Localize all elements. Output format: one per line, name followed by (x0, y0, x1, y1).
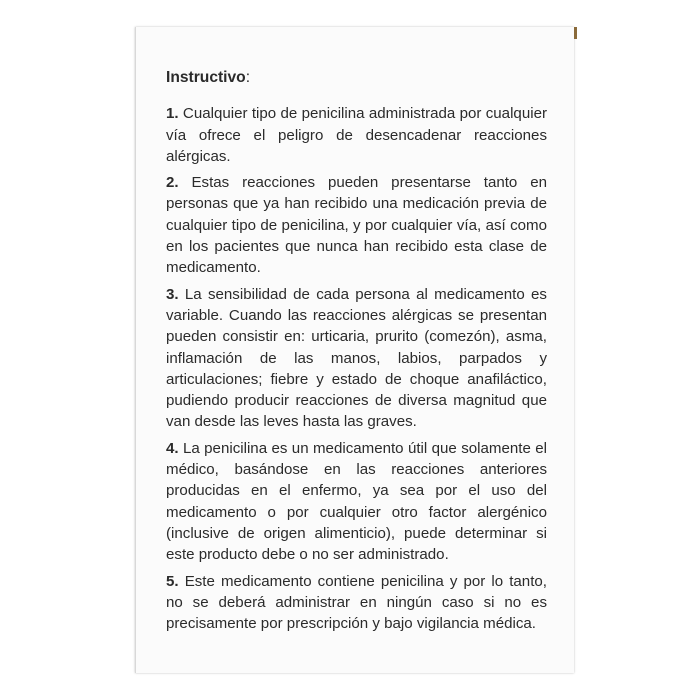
package-edge (574, 27, 577, 39)
paragraph-text: Cualquier tipo de penicilina administrada por cualquier vía ofrece el peligro de desencadenar reacciones alérgicas. (166, 105, 547, 165)
paragraph-text: La sensibilidad de cada persona al medicamento es variable. Cuando las reacciones alérgicas se presentan pueden consistir en: urticaria, prurito (comezón), asma, inflamación de las manos, labios, parpados y articulaciones; fiebre y estado de choque anafiláctico, pudiendo producir reacciones de diversa magnitud que van desde las leves hasta las graves. (166, 285, 547, 431)
paragraph-text: Este medicamento contiene penicilina y por lo tanto, no se deberá administrar en ningún caso si no es precisamente por prescripción y bajo vigilancia médica. (166, 572, 547, 633)
title-colon: : (245, 69, 251, 86)
title-text: Instructivo (166, 69, 246, 86)
paragraph-text: Estas reacciones pueden presentarse tanto en personas que ya han recibido una medicación previa de cualquier tipo de penicilina, y por cualquier vía, así como en los pacientes que nunca han recibido esta clase de medicamento. (166, 174, 547, 277)
paragraph-2 (166, 172, 547, 278)
paragraph-number: 2. (166, 174, 179, 192)
leaflet-text (166, 67, 547, 639)
paragraph-number: 4. (166, 439, 179, 457)
paragraph-4 (166, 438, 547, 566)
paragraph-1 (166, 103, 547, 167)
paragraph-3 (166, 284, 547, 433)
instruction-leaflet (135, 27, 574, 673)
paragraph-text: La penicilina es un medicamento útil que solamente el médico, basándose en las reacciones anteriores producidas en el enfermo, ya sea por el uso del medicamento o por cualquier otro factor alergénico (inclusive de origen alimenticio), puede determinar si este producto debe o no ser administrado. (166, 439, 547, 564)
paragraph-number: 3. (166, 285, 179, 303)
paragraph-number: 1. (166, 105, 179, 123)
paragraph-number: 5. (166, 572, 179, 590)
leaflet-title (166, 67, 547, 88)
paragraph-5 (166, 571, 547, 635)
